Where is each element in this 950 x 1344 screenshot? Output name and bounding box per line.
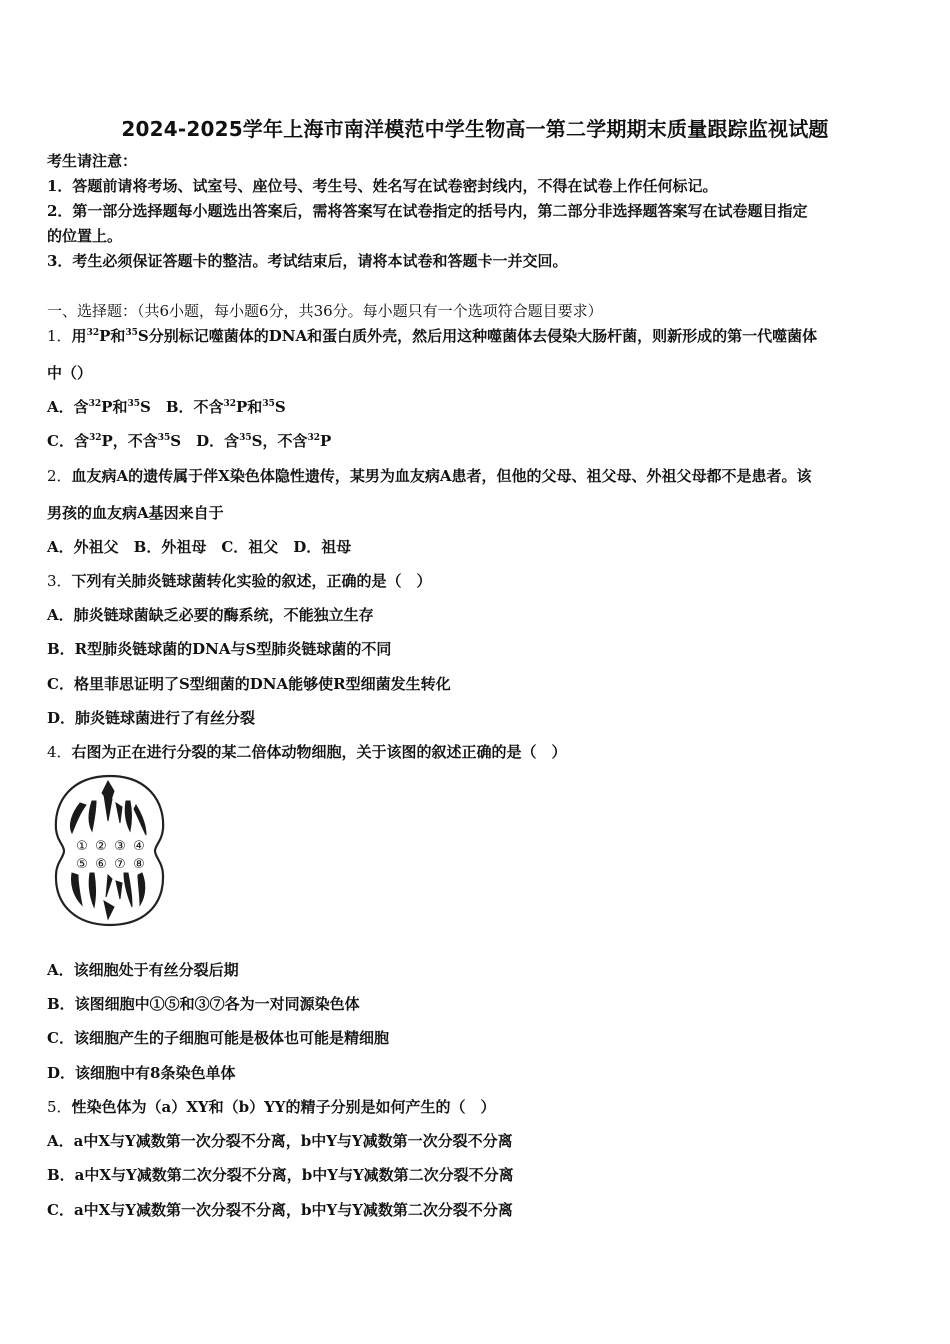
question-3 bbox=[47, 570, 432, 592]
option-a: A．a中X与Y减数第一次分裂不分离，b中Y与Y减数第一次分裂不分离 bbox=[47, 1132, 513, 1150]
option-a: A．肺炎链球菌缺乏必要的酶系统，不能独立生存 bbox=[47, 606, 374, 624]
option-c: C．该细胞产生的子细胞可能是极体也可能是精细胞 bbox=[47, 1029, 389, 1047]
chromosome-label: ④ bbox=[133, 839, 145, 854]
question-text: 性染色体为（a）XY和（b）YY的精子分别是如何产生的（ ） bbox=[71, 1098, 496, 1116]
question-4 bbox=[47, 741, 567, 763]
upper-chromosomes bbox=[70, 781, 146, 835]
question-number: 4． bbox=[47, 743, 72, 761]
chromosome-labels bbox=[76, 839, 145, 872]
dividing-cell-figure bbox=[50, 773, 170, 928]
question-text: 右图为正在进行分裂的某二倍体动物细胞，关于该图的叙述正确的是（ ） bbox=[71, 743, 567, 761]
chromosome-label: ③ bbox=[114, 839, 126, 854]
chromosome-label: ⑤ bbox=[76, 857, 88, 872]
notice-item-2: 2．第一部分选择题每小题选出答案后，需将答案写在试卷指定的括号内，第二部分非选择题答案写在试卷题目指定 bbox=[47, 202, 808, 220]
option-d: D．该细胞中有8条染色单体 bbox=[47, 1064, 236, 1082]
chromosome-label: ① bbox=[76, 839, 88, 854]
option-b: B．R型肺炎链球菌的DNA与S型肺炎链球菌的不同 bbox=[47, 640, 392, 658]
question-1-options-cd: C．含$^{32}$P，不含$^{35}$S D．含$^{35}$S，不含$^{32}$P bbox=[47, 432, 332, 450]
notice-item-3: 3．考生必须保证答题卡的整洁。考试结束后，请将本试卷和答题卡一并交回。 bbox=[47, 252, 568, 270]
option-b: B．a中X与Y减数第二次分裂不分离，b中Y与Y减数第二次分裂不分离 bbox=[47, 1166, 514, 1184]
question-number: 3． bbox=[47, 572, 72, 590]
question-text: 血友病A的遗传属于伴X染色体隐性遗传，某男为血友病A患者，但他的父母、祖父母、外祖父母都不是患者。该 bbox=[71, 467, 812, 485]
chromosome-label: ⑥ bbox=[95, 857, 107, 872]
question-1-cont: 中（） bbox=[47, 364, 93, 382]
question-text: 用$^{32}$P和$^{35}$S分别标记噬菌体的DNA和蛋白质外壳，然后用这种噬菌体去侵染大肠杆菌，则新形成的第一代噬菌体 bbox=[71, 327, 818, 345]
question-2-cont: 男孩的血友病A基因来自于 bbox=[47, 504, 224, 522]
option-b: B．该图细胞中①⑤和③⑦各为一对同源染色体 bbox=[47, 995, 360, 1013]
question-1 bbox=[47, 325, 817, 347]
option-d: D．肺炎链球菌进行了有丝分裂 bbox=[47, 709, 256, 727]
section-heading: 一、选择题：（共6小题，每小题6分，共36分。每小题只有一个选项符合题目要求） bbox=[47, 302, 603, 320]
option-a: A．该细胞处于有丝分裂后期 bbox=[47, 961, 239, 979]
chromosome-label: ⑦ bbox=[114, 857, 126, 872]
notice-item-2-cont: 的位置上。 bbox=[47, 227, 123, 245]
question-number: 2． bbox=[47, 467, 72, 485]
question-text: 下列有关肺炎链球菌转化实验的叙述，正确的是（ ） bbox=[71, 572, 432, 590]
question-number: 5． bbox=[47, 1098, 72, 1116]
page-title: 2024-2025学年上海市南洋模范中学生物高一第二学期期末质量跟踪监视试题 bbox=[121, 117, 829, 141]
notice-heading: 考生请注意： bbox=[47, 152, 138, 170]
question-5 bbox=[47, 1096, 496, 1118]
question-2 bbox=[47, 465, 811, 487]
chromosome-label: ② bbox=[95, 839, 107, 854]
question-1-options-ab: A．含$^{32}$P和$^{35}$S B．不含$^{32}$P和$^{35}$S bbox=[47, 398, 286, 416]
option-c: C．格里菲思证明了S型细菌的DNA能够使R型细菌发生转化 bbox=[47, 675, 451, 693]
lower-chromosomes bbox=[71, 873, 144, 919]
question-2-options: A．外祖父 B．外祖母 C．祖父 D．祖母 bbox=[47, 538, 352, 556]
notice-item-1: 1．答题前请将考场、试室号、座位号、考生号、姓名写在试卷密封线内，不得在试卷上作任何标记。 bbox=[47, 177, 718, 195]
question-number: 1． bbox=[47, 327, 72, 345]
chromosome-label: ⑧ bbox=[133, 857, 145, 872]
option-c: C．a中X与Y减数第一次分裂不分离，b中Y与Y减数第二次分裂不分离 bbox=[47, 1201, 513, 1219]
